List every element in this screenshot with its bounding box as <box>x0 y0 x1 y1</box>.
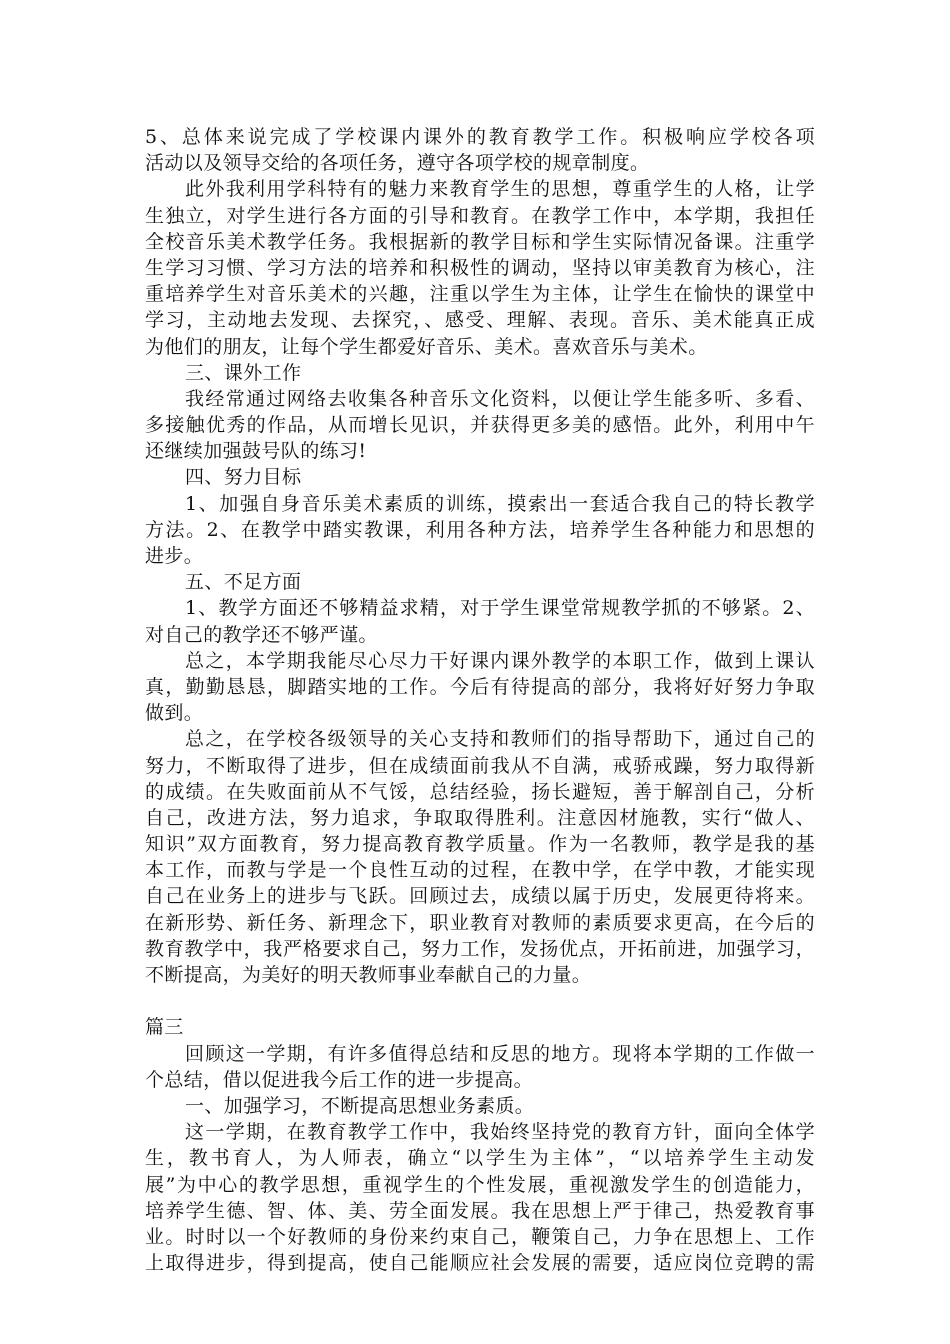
text-line: 努力，不断取得了进步，但在成绩面前我从不自满，戒骄戒躁，努力取得新 <box>145 754 815 777</box>
text-line: 生独立，对学生进行各方面的引导和教育。在教学工作中，本学期，我担任 <box>145 204 815 227</box>
text-line: 本工作，而教与学是一个良性互动的过程，在教中学，在学中教，才能实现 <box>145 859 815 882</box>
text-line: 做到。 <box>145 702 204 725</box>
paragraph-start: 1、加强自身音乐美术素质的训练，摸索出一套适合我自己的特长教学 <box>185 492 815 515</box>
paragraph-start: 总之，本学期我能尽心尽力干好课内课外教学的本职工作，做到上课认 <box>185 649 815 672</box>
paragraph-start: 此外我利用学科特有的魅力来教育学生的思想，尊重学生的人格，让学 <box>185 178 815 201</box>
text-line: 不断提高，为美好的明天教师事业奉献自己的力量。 <box>145 964 592 986</box>
text-line: 为他们的朋友，让每个学生都爱好音乐、美术。喜欢音乐与美术。 <box>145 335 708 358</box>
section-heading: 五、不足方面 <box>185 571 302 594</box>
paragraph-start: 回顾这一学期，有许多值得总结和反思的地方。现将本学期的工作做一 <box>185 1042 815 1065</box>
blank-line <box>145 988 815 1014</box>
section-heading: 四、努力目标 <box>185 466 302 489</box>
text-line: 的成绩。在失败面前从不气馁，总结经验，扬长避短，善于解剖自己，分析 <box>145 780 815 803</box>
paragraph-start: 总之，在学校各级领导的关心支持和教师们的指导帮助下，通过自己的 <box>185 728 815 751</box>
text-line: 重培养学生对音乐美术的兴趣，注重以学生为主体，让学生在愉快的课堂中 <box>145 283 815 306</box>
text-line: 知识”双方面教育，努力提高教育教学质量。作为一名教师，教学是我的基 <box>145 833 815 856</box>
text-line: 5、总体来说完成了学校课内课外的教育教学工作。积极响应学校各项 <box>145 126 815 148</box>
text-line: 在新形势、新任务、新理念下，职业教育对教师的素质要求更高，在今后的 <box>145 911 815 934</box>
text-line: 还继续加强鼓号队的练习! <box>145 440 367 463</box>
text-line: 培养学生德、智、体、美、劳全面发展。我在思想上严于律己，热爱教育事 <box>145 1199 815 1222</box>
section-heading: 三、课外工作 <box>185 361 302 384</box>
text-line: 全校音乐美术教学任务。我根据新的教学目标和学生实际情况备课。注重学 <box>145 230 815 253</box>
text-line: 生，教书育人，为人师表，确立“以学生为主体”，“以培养学生主动发 <box>145 1147 815 1170</box>
paragraph-start: 我经常通过网络去收集各种音乐文化资料，以便让学生能多听、多看、 <box>185 387 815 410</box>
section-heading: 一、加强学习，不断提高思想业务素质。 <box>185 1094 535 1117</box>
paragraph-start: 这一学期，在教育教学工作中，我始终坚持党的教育方针，面向全体学 <box>185 1121 815 1144</box>
text-line: 学习，主动地去发现、去探究，、感受、理解、表现。音乐、美术能真正成 <box>145 309 815 332</box>
text-line: 自己在业务上的进步与飞跃。回顾过去，成绩以属于历史，发展更待将来。 <box>145 885 815 908</box>
text-line: 上取得进步，得到提高，使自己能顺应社会发展的需要，适应岗位竞聘的需 <box>145 1252 815 1275</box>
text-line: 业。时时以一个好教师的身份来约束自己，鞭策自己，力争在思想上、工作 <box>145 1225 815 1248</box>
document-body <box>145 124 815 1276</box>
text-line: 个总结，借以促进我今后工作的进一步提高。 <box>145 1068 534 1091</box>
paragraph-start: 1、教学方面还不够精益求精，对于学生课堂常规教学抓的不够紧。2、 <box>185 597 815 620</box>
text-line: 展”为中心的教学思想，重视学生的个性发展，重视激发学生的创造能力， <box>145 1173 815 1196</box>
text-line: 自己，改进方法，努力追求，争取取得胜利。注意因材施教，实行“做人、 <box>145 806 815 829</box>
text-line: 教育教学中，我严格要求自己，努力工作，发扬优点，开拓前进，加强学习， <box>145 937 815 960</box>
text-line: 对自己的教学还不够严谨。 <box>145 623 378 646</box>
text-line: 真，勤勤恳恳，脚踏实地的工作。今后有待提高的部分，我将好好努力争取 <box>145 675 815 698</box>
text-line: 方法。2、在教学中踏实教课，利用各种方法，培养学生各种能力和思想的 <box>145 518 815 541</box>
text-line: 进步。 <box>145 545 204 567</box>
chapter-heading: 篇三 <box>145 1016 184 1039</box>
text-line: 生学习习惯、学习方法的培养和积极性的调动，坚持以审美教育为核心，注 <box>145 256 815 279</box>
text-line: 活动以及领导交给的各项任务，遵守各项学校的规章制度。 <box>145 152 650 175</box>
text-line: 多接触优秀的作品，从而增长见识，并获得更多美的感悟。此外，利用中午 <box>145 414 815 437</box>
